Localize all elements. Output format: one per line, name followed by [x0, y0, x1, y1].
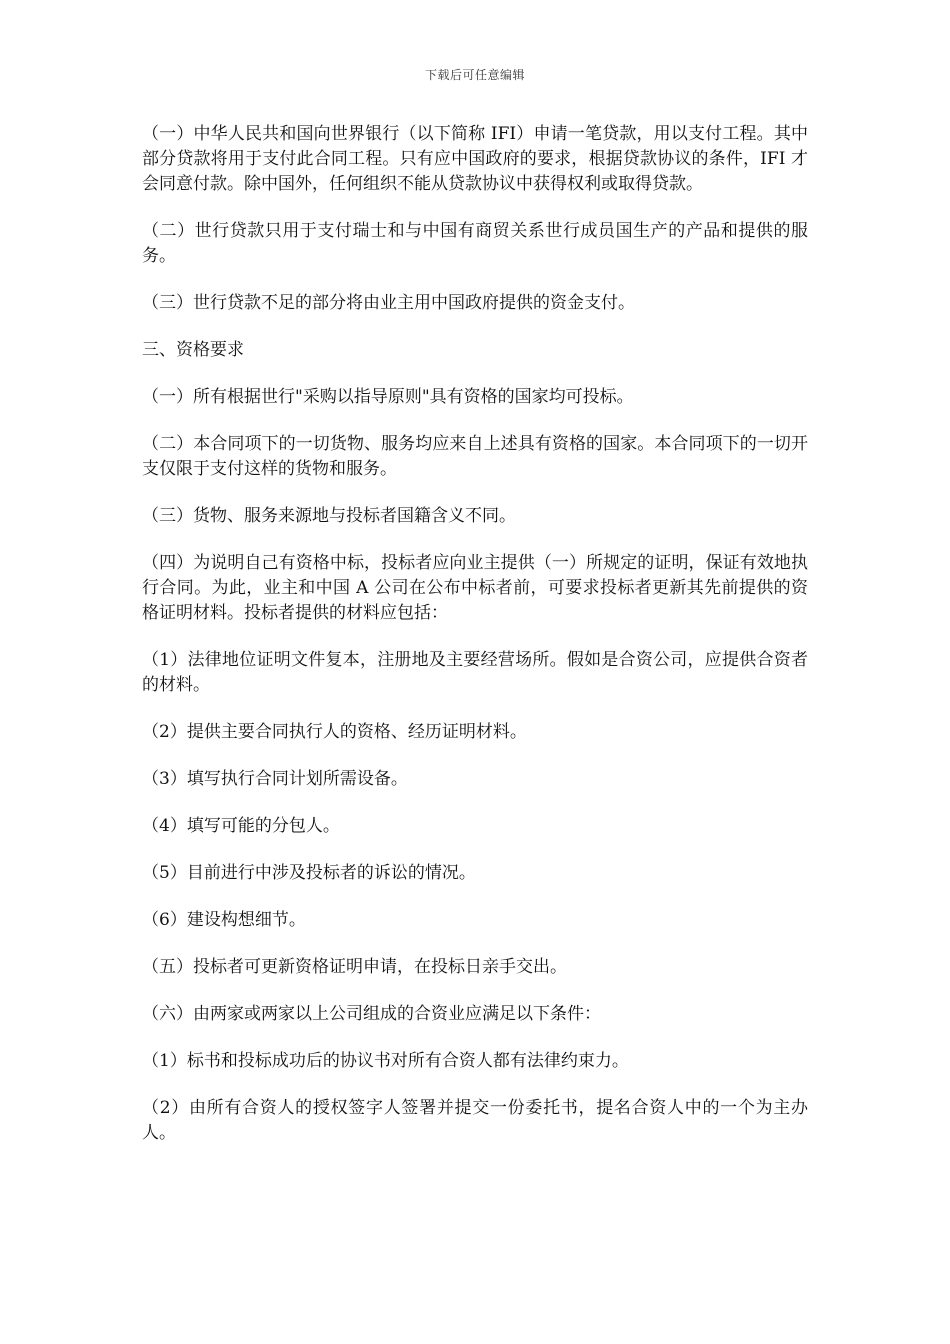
list-item-power-of-attorney: （2）由所有合资人的授权签字人签署并提交一份委托书，提名合资人中的一个为主办人。: [142, 1098, 808, 1143]
list-item-legal-status: （1）法律地位证明文件复本，注册地及主要经营场所。假如是合资公司，应提供合资者的材料。: [142, 650, 808, 695]
paragraph-loan-intro: （一）中华人民共和国向世界银行（以下简称 IFI）申请一笔贷款，用以支付工程。其中部分贷款将用于支付此合同工程。只有应中国政府的要求，根据贷款协议的条件，IFI 才会同意付款。除中国外，任何组织不能从贷款协议中获得权利或取得贷款。: [142, 124, 808, 194]
paragraph-qualification-proof: （四）为说明自己有资格中标，投标者应向业主提供（一）所规定的证明，保证有效地执行合同。为此，业主和中国 A 公司在公布中标者前，可要求投标者更新其先前提供的资格证明材料。投标者提供的材料应包括：: [142, 553, 808, 623]
list-item-litigation: （5）目前进行中涉及投标者的诉讼的情况。: [142, 863, 476, 883]
list-item-executor-qualifications: （2）提供主要合同执行人的资格、经历证明材料。: [142, 722, 527, 742]
section-heading-eligibility: 三、资格要求: [142, 340, 244, 360]
paragraph-origin-nationality: （三）货物、服务来源地与投标者国籍含义不同。: [142, 506, 516, 526]
paragraph-loan-usage: （二）世行贷款只用于支付瑞士和与中国有商贸关系世行成员国生产的产品和提供的服务。: [142, 221, 808, 266]
list-item-binding-agreement: （1）标书和投标成功后的协议书对所有合资人都有法律约束力。: [142, 1051, 629, 1071]
paragraph-joint-venture-conditions: （六）由两家或两家以上公司组成的合资业应满足以下条件：: [142, 1004, 601, 1024]
paragraph-loan-shortfall: （三）世行贷款不足的部分将由业主用中国政府提供的资金支付。: [142, 293, 635, 313]
list-item-equipment: （3）填写执行合同计划所需设备。: [142, 769, 408, 789]
paragraph-update-application: （五）投标者可更新资格证明申请，在投标日亲手交出。: [142, 957, 567, 977]
paragraph-eligible-countries: （一）所有根据世行"采购以指导原则"具有资格的国家均可投标。: [142, 387, 634, 407]
list-item-construction-details: （6）建设构想细节。: [142, 910, 306, 930]
document-body: [142, 122, 808, 1168]
list-item-subcontractors: （4）填写可能的分包人。: [142, 816, 340, 836]
paragraph-goods-origin: （二）本合同项下的一切货物、服务均应来自上述具有资格的国家。本合同项下的一切开支仅限于支付这样的货物和服务。: [142, 434, 808, 479]
page-header: 下载后可任意编辑: [424, 68, 525, 82]
